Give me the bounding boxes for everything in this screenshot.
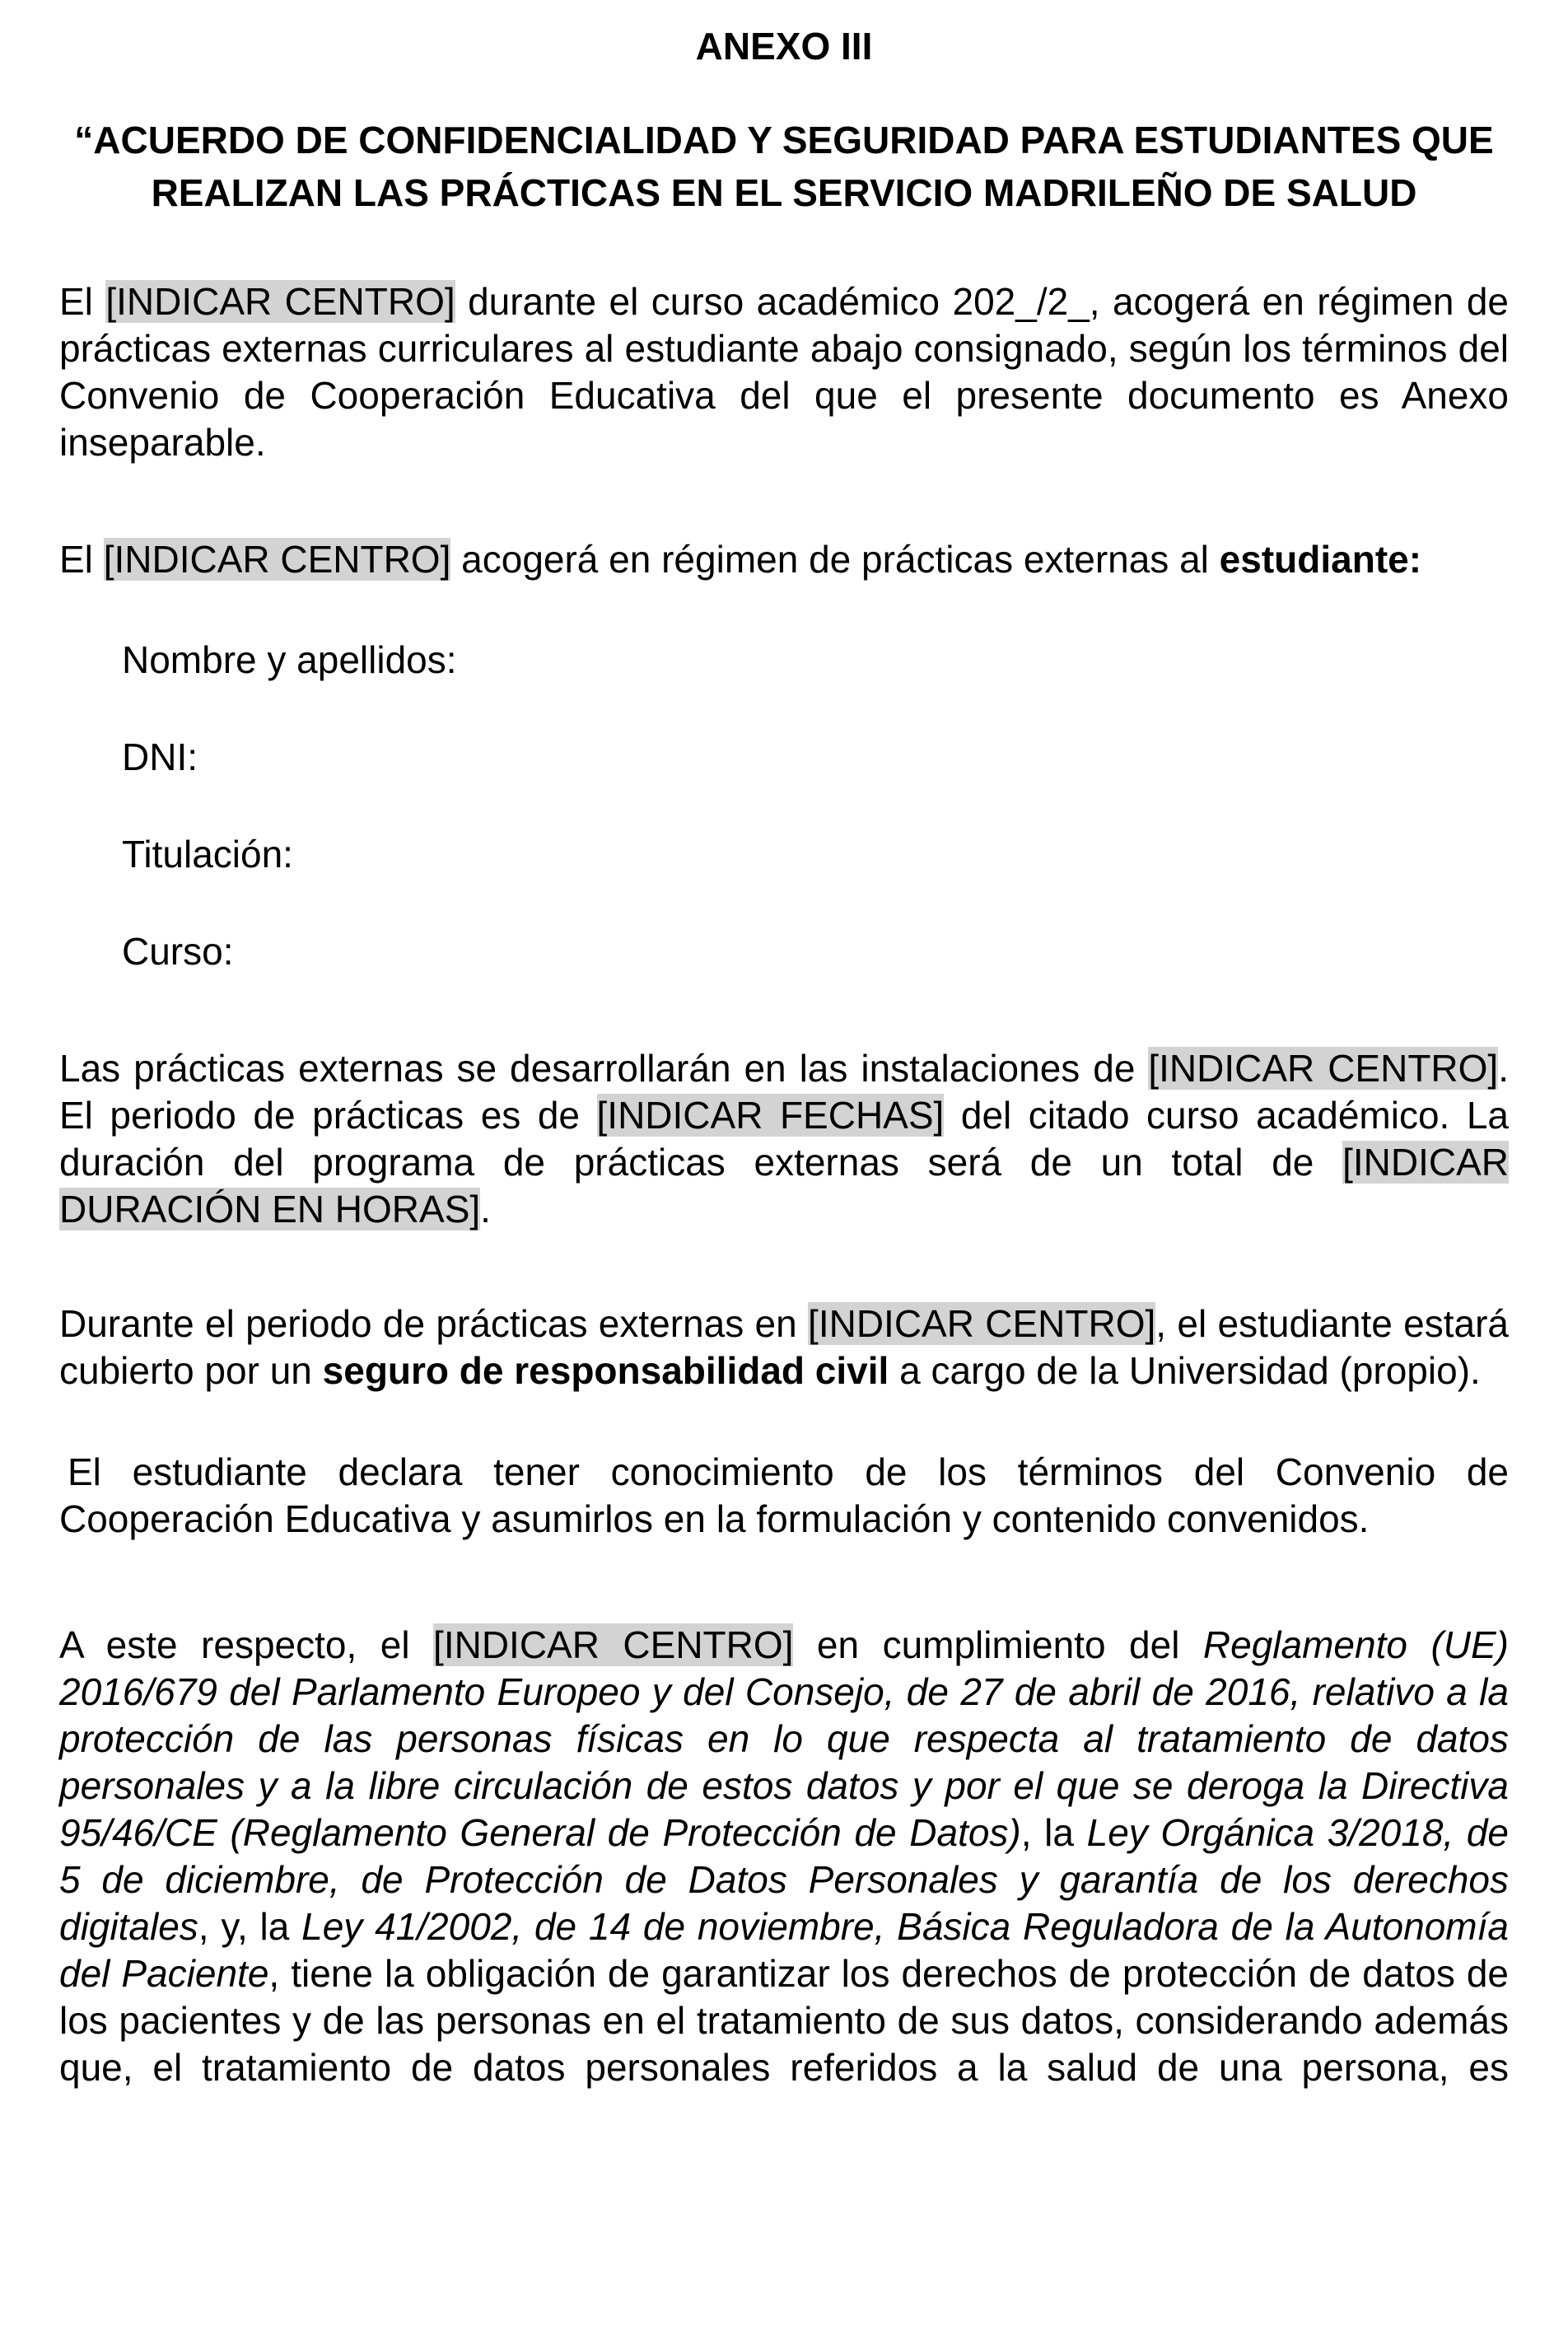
doc-heading: “ACUERDO DE CONFIDENCIALIDAD Y SEGURIDAD PARA ESTUDIANTES QUE REALIZAN LAS PRÁCTICAS EN EL SERVICIO MADRILEÑO DE SALUD: [74, 119, 1494, 214]
paragraph-intro: [59, 278, 1509, 466]
paragraph-seguro: [59, 1301, 1509, 1394]
placeholder-indicar-centro: [INDICAR CENTRO]: [433, 1623, 794, 1666]
field-label-dni: DNI:: [122, 736, 198, 778]
paragraph-proteccion-datos: [59, 1622, 1509, 2091]
placeholder-indicar-centro: [INDICAR CENTRO]: [1148, 1047, 1499, 1090]
placeholder-indicar-centro: [INDICAR CENTRO]: [103, 538, 451, 581]
text-run: , y, la: [198, 1905, 302, 1948]
paragraph-declaracion: [59, 1449, 1509, 1543]
bold-seguro-responsabilidad: seguro de responsabilidad civil: [322, 1349, 889, 1392]
doc-title: ANEXO III: [695, 25, 873, 68]
text-run: El estudiante declara tener conocimiento de los términos del Convenio de Cooperación Educativa y asumirlos en la formulación y contenido convenidos.: [59, 1450, 1509, 1540]
text-run: A este respecto, el: [59, 1623, 434, 1666]
placeholder-indicar-duracion: [INDICAR DURACIÓN EN HORAS]: [59, 1141, 1509, 1231]
text-run: a cargo de la Universidad (propio).: [889, 1349, 1481, 1392]
italic-ley-organica: Ley Orgánica 3/2018, de 5 de diciembre, de Protección de Datos Personales y garantía de los derechos digitales: [59, 1811, 1509, 1948]
placeholder-indicar-centro: [INDICAR CENTRO]: [808, 1302, 1156, 1345]
text-run: , tiene la obligación de garantizar los derechos de protección de datos de los pacientes y de las personas en el tratamiento de sus datos, considerando además que, el tratamiento de datos personales referidos a la salud de una persona, es: [59, 1952, 1509, 2089]
paragraph-practicas-periodo: [59, 1045, 1509, 1233]
field-label-titulacion: Titulación:: [122, 833, 293, 876]
bold-estudiante: estudiante:: [1219, 538, 1422, 581]
text-run: .: [480, 1188, 491, 1231]
text-run: Durante el periodo de prácticas externas en: [59, 1302, 809, 1345]
text-run: del citado curso académico. La duración del programa de prácticas externas será de un total de: [59, 1094, 1509, 1184]
text-run: . El periodo de prácticas es de: [59, 1047, 1509, 1137]
placeholder-indicar-fechas: [INDICAR FECHAS]: [596, 1094, 945, 1137]
paragraph-student-intro: [59, 536, 1509, 583]
text-run: El: [59, 538, 104, 581]
text-run: en cumplimiento del: [793, 1623, 1203, 1666]
text-run: acogerá en régimen de prácticas externas al: [450, 538, 1220, 581]
text-run: , la: [1020, 1811, 1087, 1854]
text-run: , el estudiante estará cubierto por un: [59, 1302, 1509, 1392]
field-label-nombre: Nombre y apellidos:: [122, 638, 457, 681]
italic-ley-41-2002: Ley 41/2002, de 14 de noviembre, Básica Reguladora de la Autonomía del Paciente: [59, 1905, 1509, 1995]
text-run: Las prácticas externas se desarrollarán en las instalaciones de: [59, 1047, 1149, 1090]
text-run: El: [59, 280, 106, 323]
field-label-curso: Curso:: [122, 930, 234, 973]
italic-reglamento-ue: Reglamento (UE) 2016/679 del Parlamento Europeo y del Consejo, de 27 de abril de 2016, relativo a la protección de las personas físicas en lo que respecta al tratamiento de datos personales y a la libre circulación de estos datos y por el que se deroga la Directiva 95/46/CE (Reglamento General de Protección de Datos): [59, 1623, 1509, 1854]
placeholder-indicar-centro: [INDICAR CENTRO]: [105, 280, 455, 323]
text-run: durante el curso académico 202_/2_, acogerá en régimen de prácticas externas curriculares al estudiante abajo consignado, según los términos del Convenio de Cooperación Educativa del que el presente documento es Anexo inseparable.: [59, 280, 1509, 464]
